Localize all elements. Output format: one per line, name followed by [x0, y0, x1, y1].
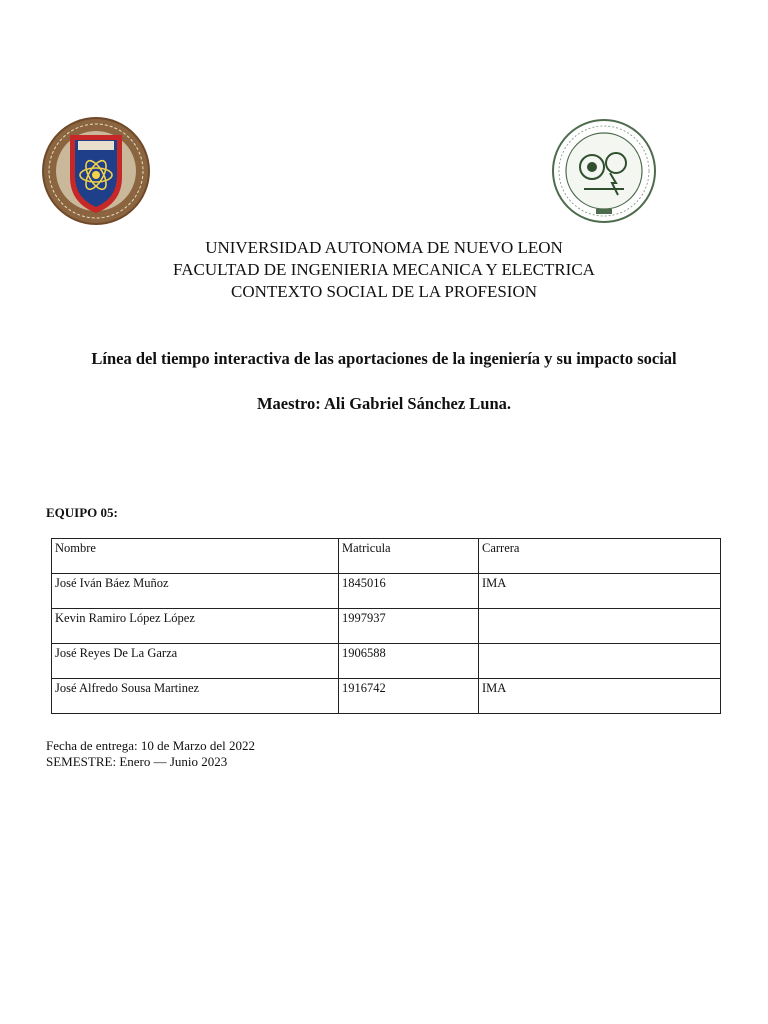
cell-name: José Alfredo Sousa Martinez [52, 679, 339, 714]
cell-name: José Iván Báez Muñoz [52, 574, 339, 609]
cell-matricula: 1916742 [339, 679, 479, 714]
table-row [52, 679, 721, 714]
cell-matricula: 1997937 [339, 609, 479, 644]
fime-logo [550, 117, 658, 225]
team-label: EQUIPO 05: [46, 505, 118, 520]
uanl-logo [40, 115, 152, 227]
header-carrera: Carrera [479, 539, 721, 574]
cell-matricula: 1906588 [339, 644, 479, 679]
semester: SEMESTRE: Enero — Junio 2023 [46, 754, 228, 769]
teacher-name: Maestro: Ali Gabriel Sánchez Luna. [256, 394, 512, 413]
faculty-name: FACULTAD DE INGENIERIA MECANICA Y ELECTRICA [173, 260, 595, 279]
cell-carrera [479, 609, 721, 644]
footer-info [46, 738, 255, 770]
cell-name: José Reyes De La Garza [52, 644, 339, 679]
table-row [52, 609, 721, 644]
table-header-row [52, 539, 721, 574]
cell-carrera: IMA [479, 679, 721, 714]
header-matricula: Matricula [339, 539, 479, 574]
header-nombre: Nombre [52, 539, 339, 574]
university-name: UNIVERSIDAD AUTONOMA DE NUEVO LEON [205, 238, 563, 257]
cell-matricula: 1845016 [339, 574, 479, 609]
members-table [51, 538, 721, 714]
delivery-date: Fecha de entrega: 10 de Marzo del 2022 [46, 738, 256, 753]
table-row [52, 574, 721, 609]
cell-name: Kevin Ramiro López López [52, 609, 339, 644]
document-title: Línea del tiempo interactiva de las aportaciones de la ingeniería y su impacto social [91, 349, 677, 368]
cell-carrera [479, 644, 721, 679]
header-block [0, 237, 768, 303]
course-name: CONTEXTO SOCIAL DE LA PROFESION [230, 282, 538, 301]
cell-carrera: IMA [479, 574, 721, 609]
table-row [52, 644, 721, 679]
